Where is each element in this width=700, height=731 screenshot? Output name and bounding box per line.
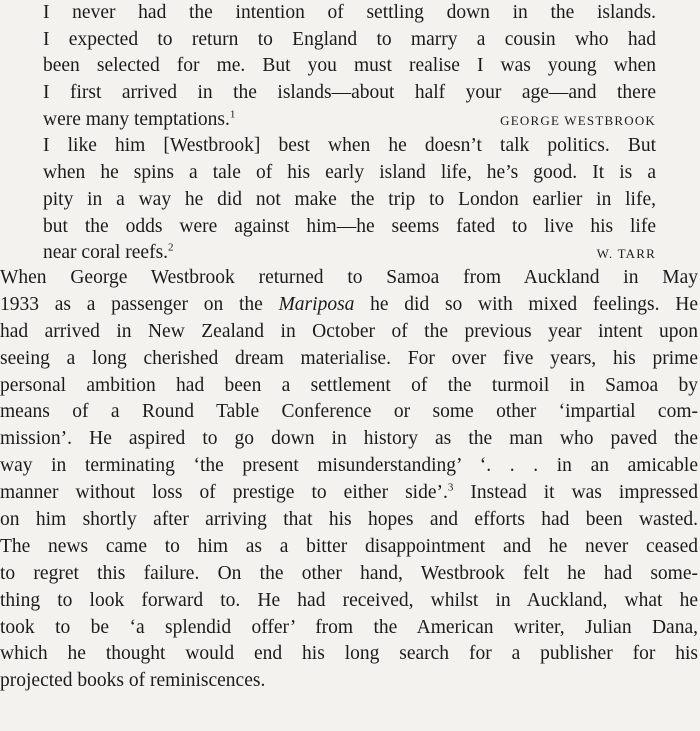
epigraph-last-text: were many temptations. bbox=[43, 108, 230, 130]
footnote-marker: 3 bbox=[447, 481, 454, 494]
ship-name: Mariposa bbox=[278, 293, 355, 315]
epigraph-attribution: GEORGE WESTBROOK bbox=[500, 112, 656, 128]
epigraph-tarr bbox=[43, 133, 656, 266]
body-line: to regret this failure. On the other hand, Westbrook felt he had some- bbox=[0, 562, 698, 584]
epigraph-line: I never had the intention of settling down in the islands. bbox=[43, 2, 656, 23]
epigraph-text-end bbox=[43, 240, 174, 267]
epigraph-line: when he spins a tale of his early island life, he’s good. It is a bbox=[43, 162, 656, 184]
body-line: way in terminating ‘the present misunderstanding’ ‘. . . in an amicable bbox=[0, 455, 698, 477]
body-line: projected books of reminiscences. bbox=[0, 670, 266, 692]
body-line: mission’. He aspired to go down in history as the man who paved the bbox=[0, 428, 698, 450]
epigraph-section bbox=[43, 0, 656, 267]
epigraph-attribution: W. TARR bbox=[596, 246, 656, 262]
body-line: When George Westbrook returned to Samoa from Auckland in May bbox=[0, 267, 698, 288]
body-text-run: manner without loss of prestige to either side’. bbox=[0, 482, 448, 504]
body-line: The news came to him as a bitter disappointment and he never ceased bbox=[0, 535, 698, 557]
epigraph-line: I expected to return to England to marry a cousin who had bbox=[43, 28, 656, 50]
body-line: thing to look forward to. He had received, whilst in Auckland, what he bbox=[0, 589, 698, 611]
body-text-run: he did so with mixed feelings. He bbox=[354, 293, 698, 315]
body-line: had arrived in New Zealand in October of the previous year intent upon bbox=[0, 320, 698, 342]
epigraph-last-line bbox=[43, 107, 656, 134]
body-line: on him shortly after arriving that his hopes and efforts had been wasted. bbox=[0, 509, 698, 531]
body-line: means of a Round Table Conference or some other ‘impartial com- bbox=[0, 401, 698, 423]
epigraph-line: but the odds were against him—he seems fated to live his life bbox=[43, 215, 656, 237]
epigraph-line: I first arrived in the islands—about half your age—and there bbox=[43, 82, 656, 104]
body-line: which he thought would end his long search for a publisher for his bbox=[0, 643, 698, 665]
body-paragraph bbox=[0, 265, 698, 695]
epigraph-line: been selected for me. But you must realise I was young when bbox=[43, 55, 656, 77]
epigraph-westbrook bbox=[43, 0, 656, 133]
body-line: personal ambition had been a settlement of the turmoil in Samoa by bbox=[0, 374, 698, 396]
body-text-run: Instead it was impressed bbox=[453, 482, 698, 504]
epigraph-line: pity in a way he did not make the trip to London earlier in life, bbox=[43, 188, 656, 210]
body-line: seeing a long cherished dream materialise. For over five years, his prime bbox=[0, 347, 698, 369]
body-line bbox=[0, 292, 698, 319]
footnote-marker: 2 bbox=[168, 241, 174, 254]
footnote-marker: 1 bbox=[229, 108, 236, 121]
body-text-run: 1933 as a passenger on the bbox=[0, 293, 279, 315]
body-line: took to be ‘a splendid offer’ from the American writer, Julian Dana, bbox=[0, 616, 698, 638]
epigraph-line: I like him [Westbrook] best when he doesn’t talk politics. But bbox=[43, 135, 656, 157]
epigraph-text-end bbox=[43, 107, 235, 134]
epigraph-last-line bbox=[43, 240, 656, 267]
body-line bbox=[0, 480, 698, 507]
epigraph-last-text: near coral reefs. bbox=[43, 242, 169, 264]
